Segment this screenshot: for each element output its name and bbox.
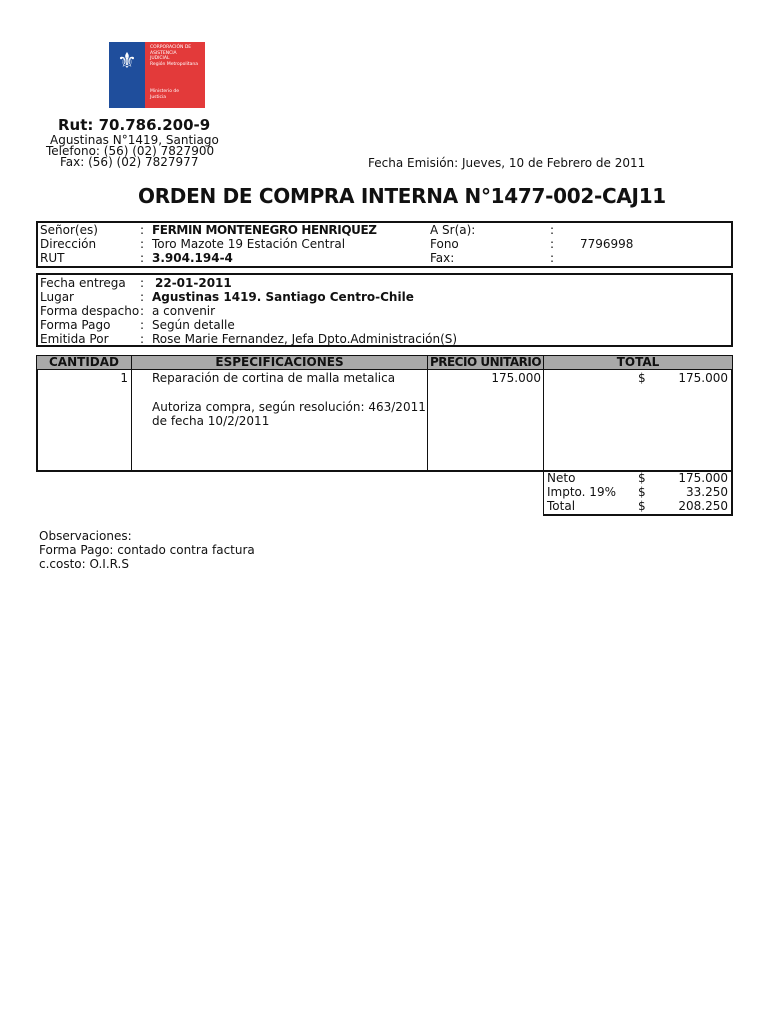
neto-value: 175.000 [678, 471, 728, 485]
logo-blue-band [109, 42, 145, 108]
header-cantidad: CANTIDAD [36, 355, 132, 370]
logo-text: CORPORACIÓN DE [150, 45, 192, 50]
row-spec-line: Reparación de cortina de malla metalica [152, 371, 396, 385]
fax-label: Fax: [430, 251, 455, 265]
colon: : [140, 332, 145, 346]
totals-bottom-line [543, 514, 733, 516]
table-border [36, 370, 38, 472]
impto-label: Impto. 19% [547, 485, 616, 499]
table-divider [427, 370, 428, 472]
row-spec-line: Autoriza compra, según resolución: 463/2011 [152, 400, 426, 414]
colon: : [550, 251, 555, 265]
rut-label: RUT [40, 251, 65, 265]
colon: : [140, 276, 145, 290]
forma-pago-value: Según detalle [152, 318, 235, 332]
table-bottom-line [36, 470, 733, 472]
lugar-value: Agustinas 1419. Santiago Centro-Chile [152, 290, 414, 304]
forma-despacho-label: Forma despacho [40, 304, 140, 318]
header-especificaciones: ESPECIFICACIONES [131, 355, 428, 370]
senores-label: Señor(es) [40, 223, 98, 237]
impto-currency: $ [638, 485, 646, 499]
observaciones-label: Observaciones: [39, 529, 132, 543]
logo-text: Justicia [150, 95, 167, 100]
fecha-emision: Fecha Emisión: Jueves, 10 de Febrero de 2011 [368, 156, 646, 170]
asr-label: A Sr(a): [430, 223, 476, 237]
row-spec-line: de fecha 10/2/2011 [152, 414, 270, 428]
senores-value: FERMIN MONTENEGRO HENRIQUEZ [152, 223, 377, 237]
fono-value: 7796998 [580, 237, 634, 251]
direccion-label: Dirección [40, 237, 97, 251]
direccion-value: Toro Mazote 19 Estación Central [152, 237, 346, 251]
colon: : [550, 223, 555, 237]
table-border [731, 370, 733, 516]
emitida-por-label: Emitida Por [40, 332, 109, 346]
fecha-entrega-value: 22-01-2011 [155, 276, 232, 290]
page-title: ORDEN DE COMPRA INTERNA N°1477-002-CAJ11 [138, 184, 666, 208]
row-currency: $ [638, 371, 646, 385]
row-cantidad: 1 [120, 371, 128, 385]
observaciones-line: Forma Pago: contado contra factura [39, 543, 255, 557]
colon: : [550, 237, 555, 251]
neto-currency: $ [638, 471, 646, 485]
issuer-telefono: Telefono: (56) (02) 7827900 [46, 144, 215, 158]
rut-value: 3.904.194-4 [152, 251, 233, 265]
forma-pago-label: Forma Pago [40, 318, 111, 332]
issuer-rut: Rut: 70.786.200-9 [58, 116, 211, 134]
colon: : [140, 318, 145, 332]
logo-text: ASISTENCIA [150, 50, 177, 56]
forma-despacho-value: a convenir [152, 304, 216, 318]
institution-logo [109, 42, 205, 108]
coat-of-arms-icon: ⚜ [117, 49, 137, 74]
total-value: 208.250 [678, 499, 728, 513]
lugar-label: Lugar [40, 290, 74, 304]
observaciones-line: c.costo: O.I.R.S [39, 557, 129, 571]
table-divider [543, 370, 544, 516]
colon: : [140, 251, 145, 265]
colon: : [140, 290, 145, 304]
logo-text: JUDICIAL [150, 56, 170, 61]
logo-red-band [145, 42, 205, 108]
colon: : [140, 304, 145, 318]
issuer-address: Agustinas N°1419, Santiago [50, 133, 219, 147]
logo-text: Ministerio de [150, 89, 180, 94]
logo-text: Región Metropolitana [150, 61, 198, 67]
neto-label: Neto [547, 471, 576, 485]
issuer-fax: Fax: (56) (02) 7827977 [60, 155, 199, 169]
fono-label: Fono [430, 237, 459, 251]
total-currency: $ [638, 499, 646, 513]
header-total: TOTAL [543, 355, 733, 370]
table-divider [131, 370, 132, 472]
row-total: 175.000 [678, 371, 728, 385]
fecha-entrega-label: Fecha entrega [40, 276, 126, 290]
total-label: Total [547, 499, 576, 513]
colon: : [140, 223, 145, 237]
impto-value: 33.250 [686, 485, 728, 499]
colon: : [140, 237, 145, 251]
header-precio-unitario: PRECIO UNITARIO [427, 355, 544, 370]
emitida-por-value: Rose Marie Fernandez, Jefa Dpto.Administración(S) [152, 332, 458, 346]
row-precio-unitario: 175.000 [491, 371, 541, 385]
